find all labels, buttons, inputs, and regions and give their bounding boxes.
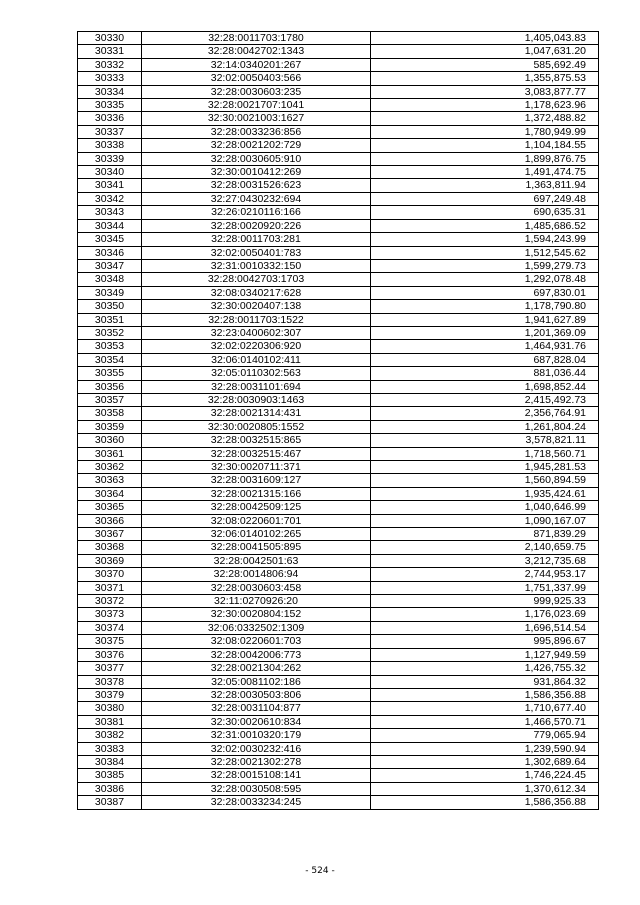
row-number-cell: 30366 (78, 514, 142, 527)
cadastral-number-cell: 32:28:0042702:1343 (142, 45, 371, 58)
table-row (78, 434, 599, 447)
row-number-cell: 30333 (78, 72, 142, 85)
cadastral-number-cell: 32:28:0011703:281 (142, 233, 371, 246)
row-number-cell: 30339 (78, 152, 142, 165)
value-amount-cell: 1,746,224.45 (371, 769, 599, 782)
value-amount-cell: 1,370,612.34 (371, 782, 599, 795)
cadastral-number-cell: 32:28:0015108:141 (142, 769, 371, 782)
row-number-cell: 30387 (78, 796, 142, 809)
cadastral-number-cell: 32:28:0030605:910 (142, 152, 371, 165)
table-row (78, 125, 599, 138)
table-row (78, 32, 599, 45)
row-number-cell: 30332 (78, 58, 142, 71)
cadastral-number-cell: 32:30:0020610:834 (142, 715, 371, 728)
table-row (78, 474, 599, 487)
row-number-cell: 30350 (78, 300, 142, 313)
row-number-cell: 30386 (78, 782, 142, 795)
cadastral-number-cell: 32:28:0030508:595 (142, 782, 371, 795)
table-row (78, 246, 599, 259)
table-row (78, 581, 599, 594)
value-amount-cell: 881,036.44 (371, 367, 599, 380)
value-amount-cell: 1,491,474.75 (371, 166, 599, 179)
table-row (78, 702, 599, 715)
row-number-cell: 30347 (78, 259, 142, 272)
row-number-cell: 30334 (78, 85, 142, 98)
table-row (78, 675, 599, 688)
value-amount-cell: 1,751,337.99 (371, 581, 599, 594)
value-amount-cell: 1,586,356.88 (371, 796, 599, 809)
value-amount-cell: 2,744,953.17 (371, 568, 599, 581)
value-amount-cell: 2,140,659.75 (371, 541, 599, 554)
value-amount-cell: 1,201,369.09 (371, 326, 599, 339)
row-number-cell: 30356 (78, 380, 142, 393)
cadastral-number-cell: 32:28:0032515:467 (142, 447, 371, 460)
table-row (78, 192, 599, 205)
table-row (78, 58, 599, 71)
cadastral-number-cell: 32:28:0021304:262 (142, 662, 371, 675)
cadastral-number-cell: 32:28:0030603:235 (142, 85, 371, 98)
cadastral-number-cell: 32:27:0430232:694 (142, 192, 371, 205)
table-row (78, 742, 599, 755)
cadastral-number-cell: 32:14:0340201:267 (142, 58, 371, 71)
value-amount-cell: 1,047,631.20 (371, 45, 599, 58)
row-number-cell: 30365 (78, 501, 142, 514)
table-row (78, 461, 599, 474)
value-amount-cell: 1,466,570.71 (371, 715, 599, 728)
value-amount-cell: 1,710,677.40 (371, 702, 599, 715)
table-row (78, 72, 599, 85)
value-amount-cell: 1,696,514.54 (371, 621, 599, 634)
cadastral-number-cell: 32:02:0030232:416 (142, 742, 371, 755)
table-body (78, 32, 599, 810)
value-amount-cell: 3,578,821.11 (371, 434, 599, 447)
property-value-table (77, 31, 599, 810)
value-amount-cell: 871,839.29 (371, 528, 599, 541)
value-amount-cell: 1,941,627.89 (371, 313, 599, 326)
table-row (78, 715, 599, 728)
value-amount-cell: 1,178,790.80 (371, 300, 599, 313)
value-amount-cell: 687,828.04 (371, 353, 599, 366)
table-row (78, 286, 599, 299)
table-row (78, 447, 599, 460)
value-amount-cell: 1,127,949.59 (371, 648, 599, 661)
cadastral-number-cell: 32:28:0030603:458 (142, 581, 371, 594)
row-number-cell: 30342 (78, 192, 142, 205)
cadastral-number-cell: 32:11:0270926:20 (142, 595, 371, 608)
value-amount-cell: 1,464,931.76 (371, 340, 599, 353)
table-row (78, 367, 599, 380)
row-number-cell: 30369 (78, 554, 142, 567)
value-amount-cell: 1,718,560.71 (371, 447, 599, 460)
row-number-cell: 30351 (78, 313, 142, 326)
value-amount-cell: 1,372,488.82 (371, 112, 599, 125)
cadastral-number-cell: 32:05:0110302:563 (142, 367, 371, 380)
cadastral-number-cell: 32:28:0021302:278 (142, 755, 371, 768)
row-number-cell: 30343 (78, 206, 142, 219)
value-amount-cell: 2,415,492.73 (371, 393, 599, 406)
table-row (78, 166, 599, 179)
cadastral-number-cell: 32:30:0020407:138 (142, 300, 371, 313)
row-number-cell: 30375 (78, 635, 142, 648)
row-number-cell: 30358 (78, 407, 142, 420)
value-amount-cell: 1,292,078.48 (371, 273, 599, 286)
value-amount-cell: 2,356,764.91 (371, 407, 599, 420)
row-number-cell: 30367 (78, 528, 142, 541)
row-number-cell: 30372 (78, 595, 142, 608)
table-row (78, 688, 599, 701)
table-row (78, 112, 599, 125)
value-amount-cell: 1,363,811.94 (371, 179, 599, 192)
cadastral-number-cell: 32:28:0031609:127 (142, 474, 371, 487)
table-row (78, 326, 599, 339)
cadastral-number-cell: 32:28:0031101:694 (142, 380, 371, 393)
table-row (78, 179, 599, 192)
table-row (78, 219, 599, 232)
value-amount-cell: 1,594,243.99 (371, 233, 599, 246)
value-amount-cell: 1,780,949.99 (371, 125, 599, 138)
table-row (78, 662, 599, 675)
table-row (78, 300, 599, 313)
table-row (78, 206, 599, 219)
row-number-cell: 30331 (78, 45, 142, 58)
cadastral-number-cell: 32:31:0010320:179 (142, 729, 371, 742)
row-number-cell: 30338 (78, 139, 142, 152)
cadastral-number-cell: 32:28:0033236:856 (142, 125, 371, 138)
cadastral-number-cell: 32:08:0220601:703 (142, 635, 371, 648)
value-amount-cell: 1,178,623.96 (371, 99, 599, 112)
row-number-cell: 30330 (78, 32, 142, 45)
row-number-cell: 30370 (78, 568, 142, 581)
table-row (78, 45, 599, 58)
cadastral-number-cell: 32:28:0011703:1780 (142, 32, 371, 45)
table-row (78, 85, 599, 98)
row-number-cell: 30374 (78, 621, 142, 634)
table-row (78, 568, 599, 581)
cadastral-number-cell: 32:30:0020711:371 (142, 461, 371, 474)
cadastral-number-cell: 32:08:0340217:628 (142, 286, 371, 299)
value-amount-cell: 697,249.48 (371, 192, 599, 205)
table-row (78, 233, 599, 246)
row-number-cell: 30362 (78, 461, 142, 474)
table-row (78, 635, 599, 648)
row-number-cell: 30379 (78, 688, 142, 701)
row-number-cell: 30371 (78, 581, 142, 594)
row-number-cell: 30384 (78, 755, 142, 768)
value-amount-cell: 999,925.33 (371, 595, 599, 608)
value-amount-cell: 1,104,184.55 (371, 139, 599, 152)
row-number-cell: 30364 (78, 487, 142, 500)
table-row (78, 407, 599, 420)
value-amount-cell: 697,830.01 (371, 286, 599, 299)
row-number-cell: 30352 (78, 326, 142, 339)
row-number-cell: 30355 (78, 367, 142, 380)
row-number-cell: 30340 (78, 166, 142, 179)
cadastral-number-cell: 32:28:0033234:245 (142, 796, 371, 809)
row-number-cell: 30353 (78, 340, 142, 353)
table-row (78, 152, 599, 165)
row-number-cell: 30335 (78, 99, 142, 112)
row-number-cell: 30380 (78, 702, 142, 715)
row-number-cell: 30345 (78, 233, 142, 246)
row-number-cell: 30377 (78, 662, 142, 675)
value-amount-cell: 3,083,877.77 (371, 85, 599, 98)
value-amount-cell: 690,635.31 (371, 206, 599, 219)
table-row (78, 554, 599, 567)
cadastral-number-cell: 32:28:0021202:729 (142, 139, 371, 152)
cadastral-number-cell: 32:28:0014806:94 (142, 568, 371, 581)
cadastral-number-cell: 32:30:0010412:269 (142, 166, 371, 179)
table-row (78, 769, 599, 782)
cadastral-number-cell: 32:02:0050403:566 (142, 72, 371, 85)
cadastral-number-cell: 32:26:0210116:166 (142, 206, 371, 219)
cadastral-number-cell: 32:28:0031526:623 (142, 179, 371, 192)
table-row (78, 782, 599, 795)
table-row (78, 380, 599, 393)
value-amount-cell: 3,212,735.68 (371, 554, 599, 567)
cadastral-number-cell: 32:28:0030903:1463 (142, 393, 371, 406)
value-amount-cell: 1,485,686.52 (371, 219, 599, 232)
table-row (78, 608, 599, 621)
table-row (78, 796, 599, 809)
row-number-cell: 30336 (78, 112, 142, 125)
value-amount-cell: 1,945,281.53 (371, 461, 599, 474)
row-number-cell: 30378 (78, 675, 142, 688)
row-number-cell: 30346 (78, 246, 142, 259)
value-amount-cell: 779,065.94 (371, 729, 599, 742)
table-row (78, 514, 599, 527)
cadastral-number-cell: 32:02:0050401:783 (142, 246, 371, 259)
cadastral-number-cell: 32:28:0021315:166 (142, 487, 371, 500)
page-number: - 524 - (305, 866, 335, 876)
cadastral-number-cell: 32:06:0332502:1309 (142, 621, 371, 634)
table-row (78, 313, 599, 326)
value-amount-cell: 1,599,279.73 (371, 259, 599, 272)
value-amount-cell: 1,426,755.32 (371, 662, 599, 675)
cadastral-number-cell: 32:28:0031104:877 (142, 702, 371, 715)
cadastral-number-cell: 32:30:0020804:152 (142, 608, 371, 621)
value-amount-cell: 1,512,545.62 (371, 246, 599, 259)
row-number-cell: 30373 (78, 608, 142, 621)
row-number-cell: 30385 (78, 769, 142, 782)
value-amount-cell: 1,176,023.69 (371, 608, 599, 621)
table-row (78, 353, 599, 366)
value-amount-cell: 1,355,875.53 (371, 72, 599, 85)
cadastral-number-cell: 32:28:0041505:895 (142, 541, 371, 554)
value-amount-cell: 1,935,424.61 (371, 487, 599, 500)
table-row (78, 541, 599, 554)
row-number-cell: 30357 (78, 393, 142, 406)
row-number-cell: 30349 (78, 286, 142, 299)
table-row (78, 528, 599, 541)
cadastral-number-cell: 32:23:0400602:307 (142, 326, 371, 339)
cadastral-number-cell: 32:28:0030503:806 (142, 688, 371, 701)
cadastral-number-cell: 32:06:0140102:411 (142, 353, 371, 366)
cadastral-number-cell: 32:28:0021707:1041 (142, 99, 371, 112)
cadastral-number-cell: 32:28:0042703:1703 (142, 273, 371, 286)
row-number-cell: 30348 (78, 273, 142, 286)
cadastral-number-cell: 32:02:0220306:920 (142, 340, 371, 353)
row-number-cell: 30382 (78, 729, 142, 742)
table-row (78, 393, 599, 406)
cadastral-number-cell: 32:28:0042006:773 (142, 648, 371, 661)
value-amount-cell: 1,302,689.64 (371, 755, 599, 768)
table-row (78, 99, 599, 112)
row-number-cell: 30381 (78, 715, 142, 728)
cadastral-number-cell: 32:30:0021003:1627 (142, 112, 371, 125)
row-number-cell: 30363 (78, 474, 142, 487)
row-number-cell: 30354 (78, 353, 142, 366)
table-row (78, 621, 599, 634)
table-row (78, 487, 599, 500)
cadastral-number-cell: 32:30:0020805:1552 (142, 420, 371, 433)
cadastral-number-cell: 32:28:0011703:1522 (142, 313, 371, 326)
cadastral-number-cell: 32:28:0032515:865 (142, 434, 371, 447)
value-amount-cell: 585,692.49 (371, 58, 599, 71)
row-number-cell: 30344 (78, 219, 142, 232)
cadastral-number-cell: 32:31:0010332:150 (142, 259, 371, 272)
value-amount-cell: 1,899,876.75 (371, 152, 599, 165)
value-amount-cell: 1,239,590.94 (371, 742, 599, 755)
table-row (78, 139, 599, 152)
row-number-cell: 30361 (78, 447, 142, 460)
cadastral-number-cell: 32:08:0220601:701 (142, 514, 371, 527)
cadastral-number-cell: 32:28:0042509:125 (142, 501, 371, 514)
value-amount-cell: 1,586,356.88 (371, 688, 599, 701)
table-row (78, 420, 599, 433)
cadastral-number-cell: 32:05:0081102:186 (142, 675, 371, 688)
value-amount-cell: 1,090,167.07 (371, 514, 599, 527)
table-row (78, 340, 599, 353)
table-row (78, 755, 599, 768)
value-amount-cell: 1,560,894.59 (371, 474, 599, 487)
row-number-cell: 30359 (78, 420, 142, 433)
row-number-cell: 30368 (78, 541, 142, 554)
cadastral-number-cell: 32:28:0020920:226 (142, 219, 371, 232)
value-amount-cell: 995,896.67 (371, 635, 599, 648)
cadastral-number-cell: 32:28:0042501:63 (142, 554, 371, 567)
table-row (78, 273, 599, 286)
table-row (78, 259, 599, 272)
row-number-cell: 30341 (78, 179, 142, 192)
value-amount-cell: 1,405,043.83 (371, 32, 599, 45)
row-number-cell: 30376 (78, 648, 142, 661)
row-number-cell: 30337 (78, 125, 142, 138)
table-row (78, 595, 599, 608)
row-number-cell: 30360 (78, 434, 142, 447)
value-amount-cell: 1,040,646.99 (371, 501, 599, 514)
table-row (78, 729, 599, 742)
row-number-cell: 30383 (78, 742, 142, 755)
table-row (78, 501, 599, 514)
value-amount-cell: 931,864.32 (371, 675, 599, 688)
cadastral-number-cell: 32:28:0021314:431 (142, 407, 371, 420)
value-amount-cell: 1,261,804.24 (371, 420, 599, 433)
value-amount-cell: 1,698,852.44 (371, 380, 599, 393)
table-row (78, 648, 599, 661)
cadastral-number-cell: 32:06:0140102:265 (142, 528, 371, 541)
